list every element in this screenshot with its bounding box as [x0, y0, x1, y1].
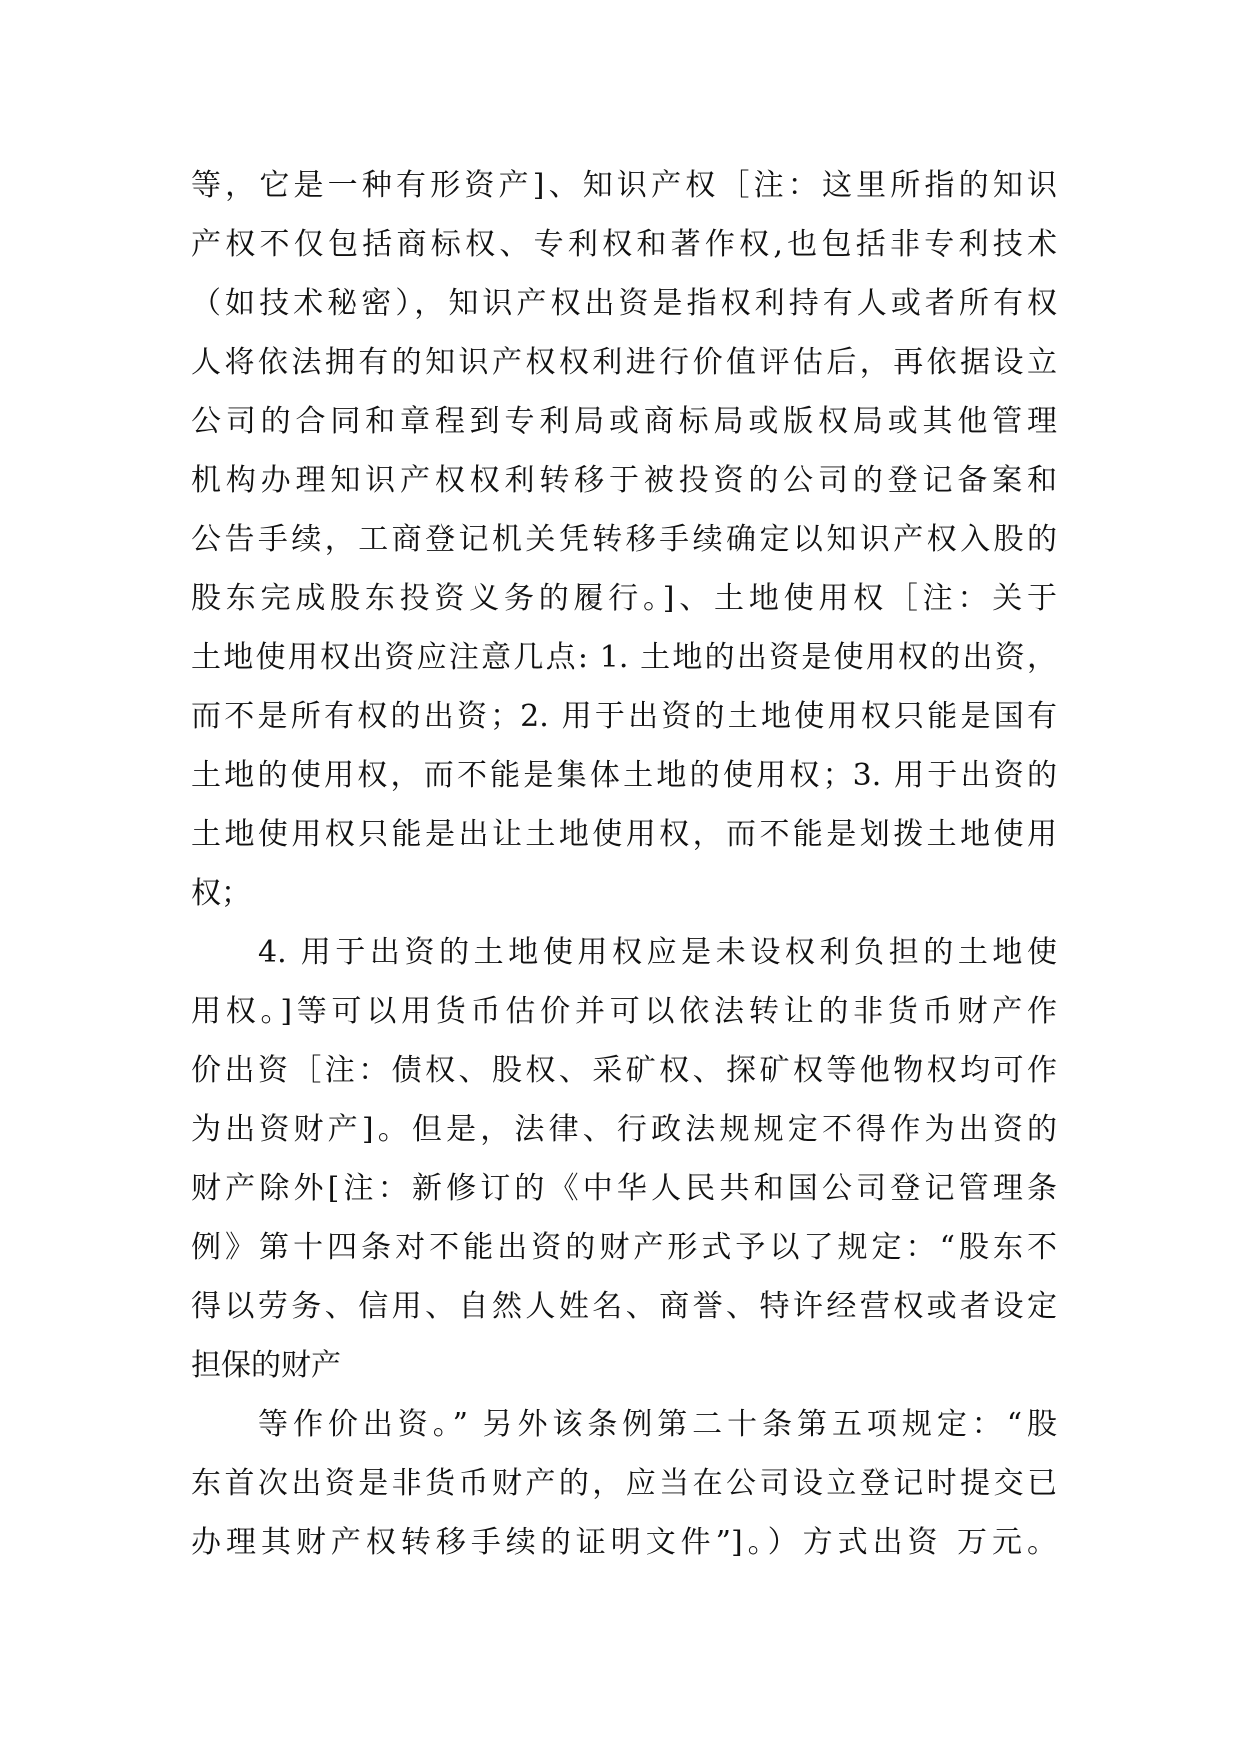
document-body	[191, 156, 1057, 1572]
text-line: 得以劳务、信用、自然人姓名、商誉、特许经营权或者设定	[191, 1289, 1057, 1324]
text-line: 土地使用权出资应注意几点: 1. 土地的出资是使用权的出资，	[191, 640, 1057, 675]
text-line: 东首次出资是非货币财产的，应当在公司设立登记时提交已	[191, 1466, 1057, 1501]
text-line: 价出资［注：债权、股权、采矿权、探矿权等他物权均可作	[191, 1053, 1057, 1088]
text-line: 而不是所有权的出资；2. 用于出资的土地使用权只能是国有	[191, 699, 1057, 734]
text-line: 财产除外[注：新修订的《中华人民共和国公司登记管理条	[191, 1171, 1057, 1206]
text-line: 土地使用权只能是出让土地使用权，而不能是划拨土地使用	[191, 817, 1057, 852]
text-line: 机构办理知识产权权利转移于被投资的公司的登记备案和	[191, 463, 1057, 498]
text-line: 权；	[191, 876, 251, 911]
paragraph	[191, 156, 1057, 923]
text-line: 公司的合同和章程到专利局或商标局或版权局或其他管理	[191, 404, 1057, 439]
text-line: 人将依法拥有的知识产权权利进行价值评估后，再依据设立	[191, 345, 1057, 380]
text-line: 4. 用于出资的土地使用权应是未设权利负担的土地使	[258, 935, 1057, 970]
text-line: 用权。]等可以用货币估价并可以依法转让的非货币财产作	[191, 994, 1057, 1029]
text-line: （如技术秘密），知识产权出资是指权利持有人或者所有权	[191, 286, 1057, 321]
text-line: 土地的使用权，而不能是集体土地的使用权；3. 用于出资的	[191, 758, 1057, 793]
text-line: 等，它是一种有形资产]、知识产权［注：这里所指的知识	[191, 168, 1057, 203]
text-line: 股东完成股东投资义务的履行。]、土地使用权［注：关于	[191, 581, 1057, 616]
text-line: 担保的财产	[191, 1348, 341, 1383]
paragraph	[191, 923, 1057, 1395]
text-line: 例》第十四条对不能出资的财产形式予以了规定：“股东不	[191, 1230, 1057, 1265]
text-line: 办理其财产权转移手续的证明文件”]。）方式出资 万元。	[191, 1525, 1057, 1560]
text-line: 等作价出资。” 另外该条例第二十条第五项规定：“股	[258, 1407, 1057, 1442]
text-line: 公告手续，工商登记机关凭转移手续确定以知识产权入股的	[191, 522, 1057, 557]
paragraph	[191, 1395, 1057, 1572]
text-line: 产权不仅包括商标权、专利权和著作权,也包括非专利技术	[191, 227, 1057, 262]
text-line: 为出资财产]。但是，法律、行政法规规定不得作为出资的	[191, 1112, 1057, 1147]
